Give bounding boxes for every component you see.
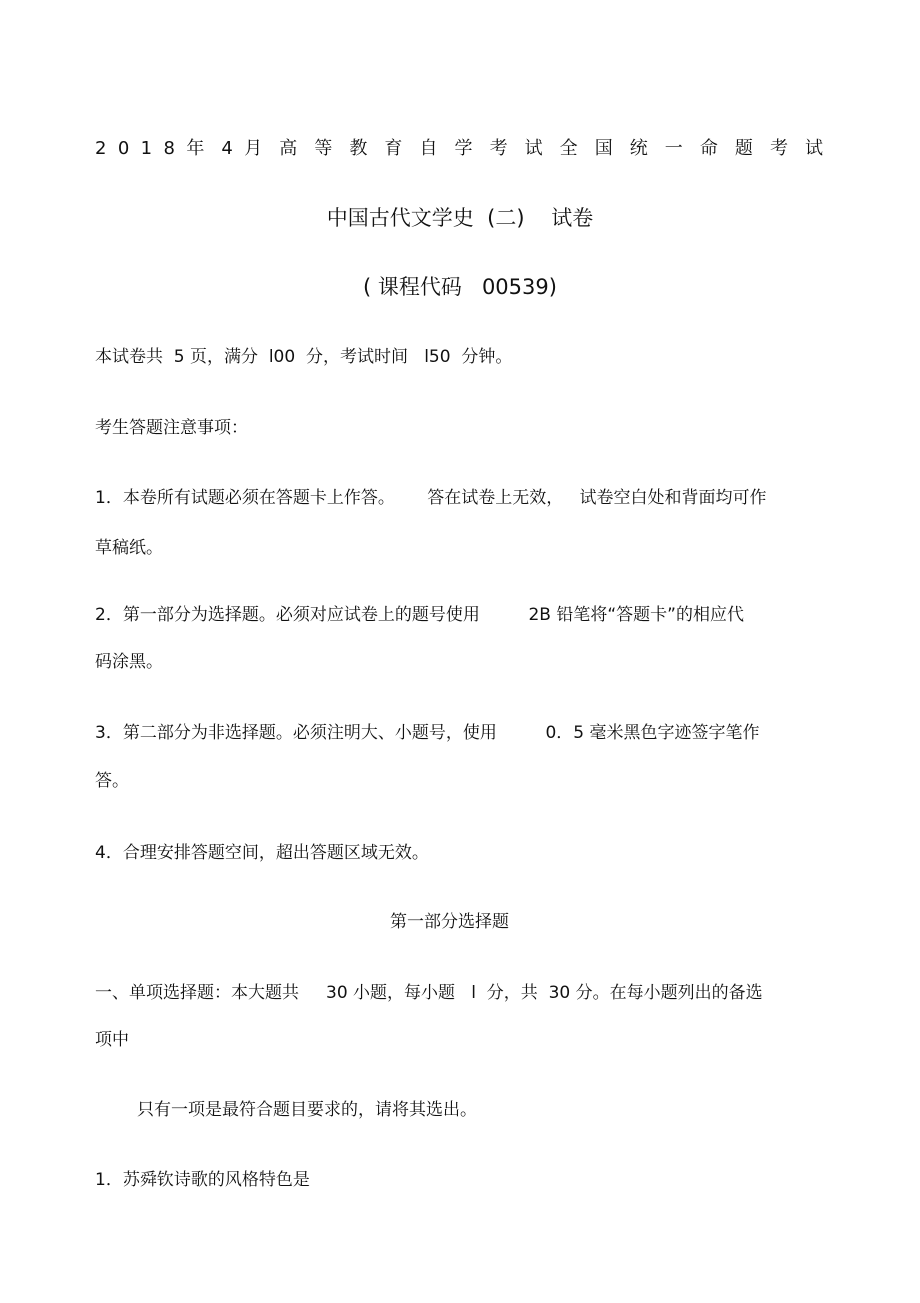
notice-item-4: 4．合理安排答题空间，超出答题区域无效。 bbox=[95, 843, 429, 863]
paper-title: 中国古代文学史 (二) 试卷 bbox=[326, 206, 594, 230]
notice-item-1: 1．本卷所有试题必须在答题卡上作答。 答在试卷上无效， 试卷空白处和背面均可作 bbox=[95, 488, 767, 508]
section-title: 第一部分选择题 bbox=[390, 912, 509, 932]
question-1: 1．苏舜钦诗歌的风格特色是 bbox=[95, 1170, 310, 1190]
exam-title: 2 0 1 8 年 4 月 高 等 教 育 自 学 考 试 全 国 统 一 命 题 考 试 bbox=[95, 138, 823, 159]
course-code: ( 课程代码 00539) bbox=[363, 275, 557, 299]
notice-item-3-cont: 答。 bbox=[95, 771, 129, 791]
section-instruction: 一、单项选择题：本大题共 30 小题，每小题 l 分，共 30 分。在每小题列出的备选 bbox=[95, 983, 763, 1003]
exam-info: 本试卷共 5 页，满分 l00 分，考试时间 l50 分钟。 bbox=[95, 347, 513, 367]
notice-heading: 考生答题注意事项： bbox=[95, 418, 248, 438]
section-instruction-cont: 项中 bbox=[95, 1030, 129, 1050]
notice-item-2-cont: 码涂黑。 bbox=[95, 652, 163, 672]
section-instruction-cont2: 只有一项是最符合题目要求的，请将其选出。 bbox=[137, 1100, 477, 1120]
notice-item-2: 2．第一部分为选择题。必须对应试卷上的题号使用 2B 铅笔将“答题卡”的相应代 bbox=[95, 605, 744, 625]
notice-item-3: 3．第二部分为非选择题。必须注明大、小题号，使用 0．5 毫米黑色字迹签字笔作 bbox=[95, 723, 760, 743]
notice-item-1-cont: 草稿纸。 bbox=[95, 538, 163, 558]
